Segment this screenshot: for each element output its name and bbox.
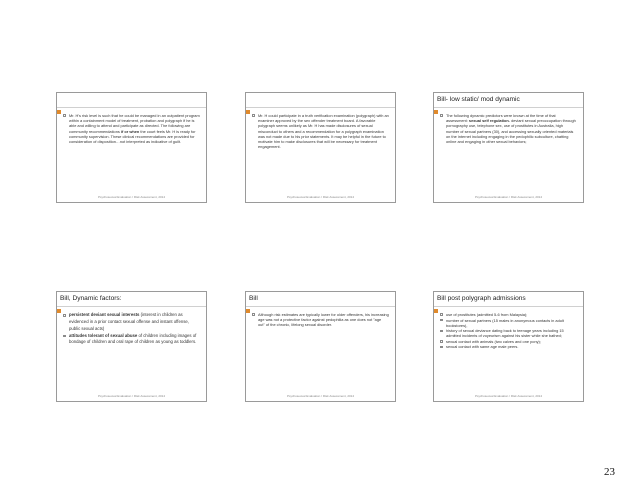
bullet-item <box>440 344 577 349</box>
checkbox-bullet-icon <box>440 313 443 316</box>
slide-number-marker <box>246 110 250 114</box>
checkbox-bullet-icon <box>63 114 66 117</box>
slide-footer: Psychosexual Evaluation / Risk Assessment, 2014 <box>474 195 543 199</box>
text-run: sexual contact with same age male peers. <box>446 344 519 350</box>
slide-3 <box>433 92 584 203</box>
slide-body <box>252 113 389 150</box>
bold-text-run: persistent deviant sexual interests <box>69 312 140 317</box>
text-run: the court feels Mr. H is ready for community supervision. These clinical recommendations are provided for consideration of disposition…not interpreted as indicative of guilt. <box>69 128 196 145</box>
bullet-item <box>63 312 200 332</box>
text-run: of children including images of bondage of children and oral rape of children as young as toddlers. <box>69 332 197 345</box>
slide-title-bar <box>434 93 583 108</box>
slide-title: Bill post polygraph admissions <box>437 295 526 302</box>
slide-number-marker <box>434 110 438 114</box>
slide-title: Bill, Dynamic factors: <box>60 295 122 302</box>
slide-1 <box>56 92 207 203</box>
bullet-item <box>440 113 577 144</box>
bullet-item <box>440 318 577 328</box>
page-number: 23 <box>604 466 615 478</box>
slide-number-marker <box>246 309 250 313</box>
text-run: The following dynamic predictors were known at the time of that assessment: <box>446 113 556 124</box>
slide-4 <box>56 291 207 402</box>
text-run: history of sexual deviance dating back to teenage years including 15 admitted incidents of voyeurism against his sister while she bathed; <box>446 328 564 339</box>
text-run: number of sexual partners (15 males in anonymous contacts in adult bookstores), <box>446 317 564 328</box>
checkbox-bullet-icon <box>440 319 443 322</box>
bullet-item <box>440 328 577 338</box>
checkbox-bullet-icon <box>440 340 443 343</box>
checkbox-bullet-icon <box>440 114 443 117</box>
bullet-item <box>440 339 577 344</box>
bullet-item <box>252 312 389 328</box>
checkbox-bullet-icon <box>440 330 443 333</box>
bold-text-run: if or when <box>120 128 140 134</box>
bullet-item <box>63 333 200 347</box>
text-run: sexual contact with animals (two calves and one pony); <box>446 338 541 344</box>
slide-body <box>63 312 200 347</box>
checkbox-bullet-icon <box>252 313 255 316</box>
text-run: (interest in children as evidenced in a prior contact sexual offense and instant offense, public sexual acts) <box>69 312 189 331</box>
checkbox-bullet-icon <box>440 346 443 349</box>
slide-number-marker <box>57 309 61 313</box>
slide-title-bar <box>57 292 206 307</box>
slide-title-bar <box>434 292 583 307</box>
checkbox-bullet-icon <box>63 335 66 338</box>
slide-footer: Psychosexual Evaluation / Risk Assessment, 2014 <box>286 394 355 398</box>
text-run: Mr. H could participate in a truth verification examination (polygraph) with an examiner approved by the sex offender treatment board. A favorable polygraph seems unlikely as Mr. H has made disclosures of sexual misconduct to others and a recommendation for a polygraph examination was not made due to his prior statements. It may be helpful in the future to motivate him to make disclosures that will be necessary for treatment engagement. <box>258 113 389 150</box>
slide-title-bar <box>246 93 395 108</box>
slide-footer: Psychosexual Evaluation / Risk Assessment, 2014 <box>97 394 166 398</box>
bullet-item <box>252 113 389 149</box>
bold-text-run: attitudes tolerant of sexual abuse <box>69 332 138 338</box>
slide-footer: Psychosexual Evaluation / Risk Assessment, 2014 <box>474 394 543 398</box>
bullet-item <box>440 312 577 317</box>
slide-title-bar <box>57 93 206 108</box>
text-run: Although risk estimates are typically lower for older offenders, his increasing age was not a protective factor against pedophilia as one does not "age out" of the chronic, lifelong sexual disorder. <box>258 312 389 328</box>
slide-number-marker <box>57 110 61 114</box>
checkbox-bullet-icon <box>63 314 66 317</box>
slide-title-bar <box>246 292 395 307</box>
slide-body <box>440 312 577 350</box>
slide-number-marker <box>434 309 438 313</box>
text-run: Mr. H's risk level is such that he could be managed in an outpatient program within a containment model of treatment, probation and polygraph if he is able and willing to attend and participate as directed. The following are community recommendations <box>69 113 200 134</box>
slide-title: Bill- low static/ mod dynamic <box>437 96 520 103</box>
slide-5 <box>245 291 396 402</box>
slide-footer: Psychosexual Evaluation / Risk Assessment, 2014 <box>286 195 355 199</box>
text-run: use of prostitutes (admitted 5-6 from Malaysia); <box>446 312 528 317</box>
slide-6 <box>433 291 584 402</box>
bold-text-run: sexual self regulation <box>468 118 509 124</box>
slide-body <box>63 113 200 145</box>
slide-body <box>440 113 577 145</box>
slide-footer: Psychosexual Evaluation / Risk Assessment, 2014 <box>97 195 166 199</box>
checkbox-bullet-icon <box>252 114 255 117</box>
slide-title: Bill <box>249 295 258 302</box>
slide-body <box>252 312 389 328</box>
bullet-item <box>63 113 200 144</box>
text-run: - deviant sexual preoccupation through pornography use, telephone sex, use of prostitutes in Australia, high number of sexual partners (30), and accessing sexually oriented materials on the internet including engaging in the pedophilic subculture, chatting online and engaging in other sexual behaviors; <box>446 118 576 145</box>
slide-2 <box>245 92 396 203</box>
